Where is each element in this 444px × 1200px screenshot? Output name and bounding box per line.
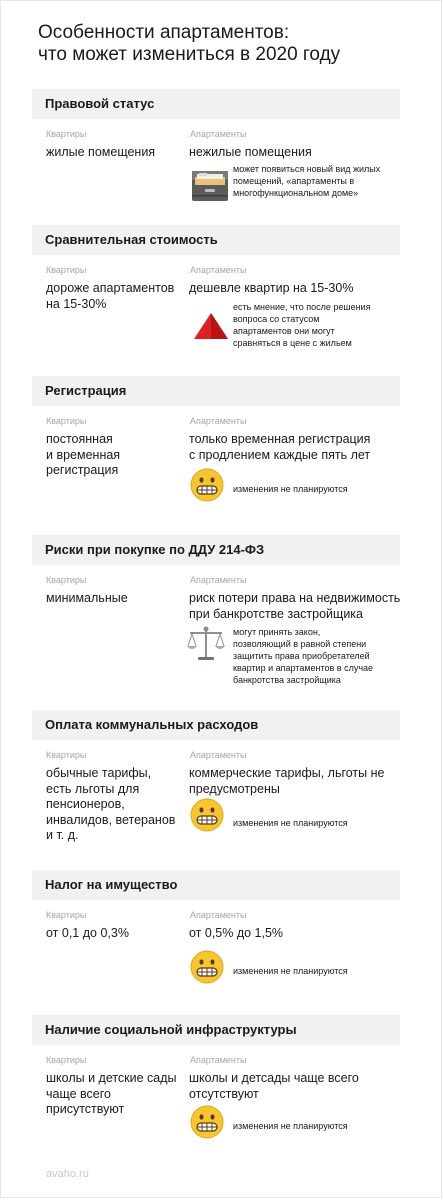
apartments-value-line: предусмотрены <box>189 781 280 796</box>
flats-value-line: минимальные <box>46 591 128 605</box>
apartments-value <box>189 1071 359 1102</box>
flats-value-line: чаще всего <box>46 1086 111 1101</box>
apartments-value-line: от 0,5% до 1,5% <box>189 926 284 940</box>
forecast-note-line: помещений, «апартаменты в <box>233 176 355 186</box>
apartments-value <box>189 145 312 161</box>
forecast-note <box>233 626 373 686</box>
forecast-note-line: сравняться в цене с жильем <box>233 338 352 348</box>
section-heading: Регистрация <box>45 383 127 398</box>
red-triangle-icon <box>192 311 230 346</box>
section-heading: Риски при покупке по ДДУ 214-ФЗ <box>45 542 265 557</box>
flats-value-line: и т. д. <box>46 828 79 842</box>
forecast-note-line: могут принять закон, <box>233 627 321 637</box>
section-heading-bar <box>32 1015 400 1045</box>
section-heading-bar <box>32 535 400 565</box>
apartments-col-label-apartments: Апартаменты <box>190 750 247 760</box>
forecast-note-line: позволяющий в равной степени <box>233 639 367 649</box>
apartments-value <box>189 432 370 463</box>
flats-value-line: дороже апартаментов <box>46 281 175 295</box>
apartments-col-label-apartments: Апартаменты <box>190 416 247 426</box>
apartments-col-label-apartments: Апартаменты <box>190 1055 247 1065</box>
apartments-value-line: с продлением каждые пять лет <box>189 447 371 462</box>
flats-value-line: от 0,1 до 0,3% <box>46 926 129 940</box>
apartments-value-line: при банкротстве застройщика <box>189 606 363 621</box>
apartments-value <box>189 766 384 797</box>
scales-icon <box>186 625 226 668</box>
section-heading: Сравнительная стоимость <box>45 232 218 247</box>
section-heading-bar <box>32 710 400 740</box>
footer-source: avaho.ru <box>46 1168 89 1180</box>
flats-value-line: пенсионеров, <box>46 797 125 811</box>
forecast-note-line: вопроса со статусом <box>233 314 320 324</box>
apartments-col-label-flats: Квартиры <box>46 750 87 760</box>
forecast-note-line: банкротства застройщика <box>233 675 341 685</box>
title-line: что может измениться в 2020 году <box>38 44 341 65</box>
section-heading-bar <box>32 870 400 900</box>
apartments-col-label-flats: Квартиры <box>46 265 87 275</box>
forecast-note-line: многофункциональном доме» <box>233 188 359 198</box>
flats-value-line: на 15-30% <box>46 296 107 311</box>
flats-value-line: есть льготы для <box>46 781 140 796</box>
grimacing-face-icon <box>190 950 224 989</box>
flats-value-line: присутствуют <box>46 1102 125 1116</box>
apartments-col-label-flats: Квартиры <box>46 416 87 426</box>
forecast-note <box>233 301 370 349</box>
forecast-note-line: изменения не планируются <box>233 818 348 828</box>
forecast-note <box>233 1120 348 1132</box>
flats-value-line: школы и детские сады <box>46 1071 177 1085</box>
flats-value <box>46 1071 177 1118</box>
section-heading: Оплата коммунальных расходов <box>45 717 259 732</box>
forecast-note <box>233 483 348 495</box>
flats-value <box>46 766 175 844</box>
apartments-value-line: коммерческие тарифы, льготы не <box>189 766 385 780</box>
forecast-note <box>233 163 380 199</box>
apartments-col-label-apartments: Апартаменты <box>190 910 247 920</box>
grimacing-face-icon <box>190 1105 224 1144</box>
forecast-note-line: изменения не планируются <box>233 1121 348 1131</box>
section-heading-bar <box>32 376 400 406</box>
forecast-note <box>233 817 348 829</box>
apartments-col-label-apartments: Апартаменты <box>190 575 247 585</box>
page-title <box>38 22 418 66</box>
section-heading: Правовой статус <box>45 96 155 111</box>
flats-value-line: жилые помещения <box>46 145 156 159</box>
grimacing-face-icon <box>190 468 224 507</box>
flats-value-line: инвалидов, ветеранов <box>46 812 176 827</box>
forecast-note-line: может появиться новый вид жилых <box>233 164 381 174</box>
section-heading: Налог на имущество <box>45 877 178 892</box>
flats-value <box>46 145 155 161</box>
flats-value <box>46 591 128 607</box>
flats-value-line: и временная <box>46 447 121 462</box>
section-heading-bar <box>32 89 400 119</box>
apartments-col-label-apartments: Апартаменты <box>190 129 247 139</box>
flats-value <box>46 432 120 479</box>
apartments-col-label-flats: Квартиры <box>46 1055 87 1065</box>
section-heading: Наличие социальной инфраструктуры <box>45 1022 297 1037</box>
apartments-value <box>189 926 283 942</box>
apartments-value <box>189 281 353 297</box>
forecast-note-line: квартир и апартаментов в случае <box>233 663 374 673</box>
apartments-col-label-apartments: Апартаменты <box>190 265 247 275</box>
forecast-note <box>233 965 348 977</box>
flats-value <box>46 926 129 942</box>
apartments-value-line: нежилые помещения <box>189 145 312 159</box>
apartments-value <box>189 591 400 622</box>
forecast-note-line: апартаментов они могут <box>233 326 335 336</box>
apartments-col-label-flats: Квартиры <box>46 910 87 920</box>
apartments-col-label-flats: Квартиры <box>46 575 87 585</box>
forecast-note-line: есть мнение, что после решения <box>233 302 371 312</box>
forecast-note-line: изменения не планируются <box>233 484 348 494</box>
apartments-value-line: риск потери права на недвижимость <box>189 591 401 605</box>
apartments-value-line: дешевле квартир на 15-30% <box>189 281 354 295</box>
flats-value-line: обычные тарифы, <box>46 766 152 780</box>
grimacing-face-icon <box>190 798 224 837</box>
flats-value-line: постоянная <box>46 432 113 446</box>
file-cabinet-icon <box>190 169 230 208</box>
apartments-value-line: школы и детсады чаще всего <box>189 1071 359 1085</box>
apartments-col-label-flats: Квартиры <box>46 129 87 139</box>
apartments-value-line: только временная регистрация <box>189 432 371 446</box>
forecast-note-line: защитить права приобретателей <box>233 651 370 661</box>
flats-value-line: регистрация <box>46 463 119 477</box>
section-heading-bar <box>32 225 400 255</box>
apartments-value-line: отсутствуют <box>189 1086 259 1101</box>
flats-value <box>46 281 174 312</box>
forecast-note-line: изменения не планируются <box>233 966 348 976</box>
title-line: Особенности апартаментов: <box>38 22 290 43</box>
